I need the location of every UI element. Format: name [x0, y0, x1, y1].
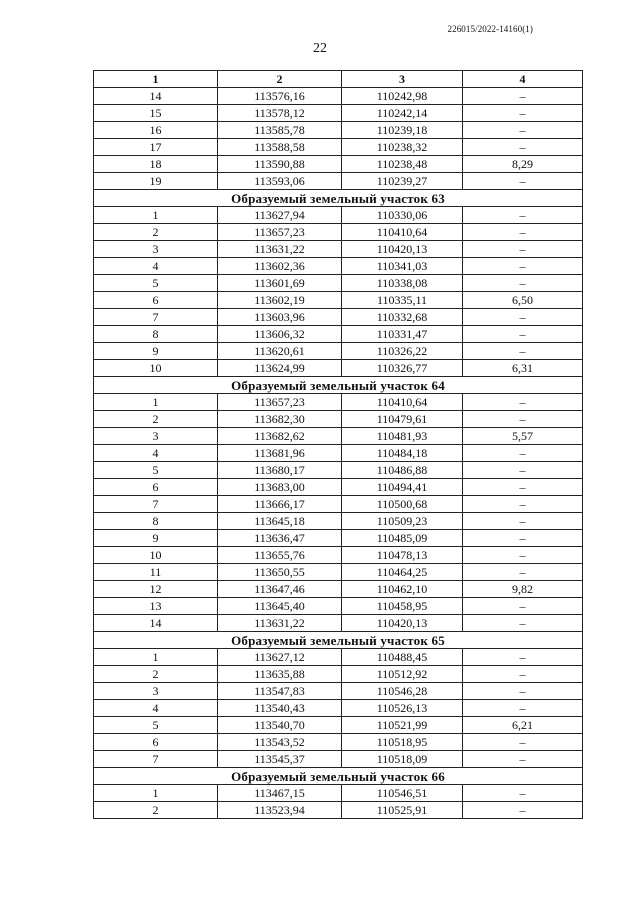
table-row	[94, 122, 583, 139]
x-coordinate-cell: 113682,30	[218, 411, 342, 428]
table-row	[94, 326, 583, 343]
x-coordinate-cell: 113606,32	[218, 326, 342, 343]
table-row	[94, 666, 583, 683]
table-row	[94, 462, 583, 479]
x-coordinate-cell: 113624,99	[218, 360, 342, 377]
parcel-section-heading-row	[94, 190, 583, 207]
y-coordinate-cell: 110518,09	[342, 751, 463, 768]
radius-cell: –	[463, 683, 583, 700]
point-number-cell: 17	[94, 139, 218, 156]
y-coordinate-cell: 110484,18	[342, 445, 463, 462]
radius-cell: –	[463, 649, 583, 666]
radius-cell: –	[463, 224, 583, 241]
table-row	[94, 241, 583, 258]
y-coordinate-cell: 110238,48	[342, 156, 463, 173]
point-number-cell: 2	[94, 411, 218, 428]
radius-cell: –	[463, 105, 583, 122]
y-coordinate-cell: 110420,13	[342, 241, 463, 258]
x-coordinate-cell: 113631,22	[218, 241, 342, 258]
point-number-cell: 14	[94, 88, 218, 105]
table-row	[94, 717, 583, 734]
y-coordinate-cell: 110481,93	[342, 428, 463, 445]
point-number-cell: 4	[94, 700, 218, 717]
y-coordinate-cell: 110485,09	[342, 530, 463, 547]
table-row	[94, 683, 583, 700]
table-row	[94, 785, 583, 802]
x-coordinate-cell: 113650,55	[218, 564, 342, 581]
y-coordinate-cell: 110326,77	[342, 360, 463, 377]
point-number-cell: 8	[94, 513, 218, 530]
y-coordinate-cell: 110479,61	[342, 411, 463, 428]
table-row	[94, 649, 583, 666]
radius-cell: 8,29	[463, 156, 583, 173]
y-coordinate-cell: 110521,99	[342, 717, 463, 734]
x-coordinate-cell: 113636,47	[218, 530, 342, 547]
radius-cell: –	[463, 547, 583, 564]
point-number-cell: 5	[94, 717, 218, 734]
y-coordinate-cell: 110478,13	[342, 547, 463, 564]
x-coordinate-cell: 113540,70	[218, 717, 342, 734]
column-header: 3	[342, 71, 463, 88]
y-coordinate-cell: 110500,68	[342, 496, 463, 513]
radius-cell: –	[463, 309, 583, 326]
table-row	[94, 224, 583, 241]
radius-cell: –	[463, 564, 583, 581]
x-coordinate-cell: 113645,18	[218, 513, 342, 530]
x-coordinate-cell: 113620,61	[218, 343, 342, 360]
y-coordinate-cell: 110512,92	[342, 666, 463, 683]
x-coordinate-cell: 113647,46	[218, 581, 342, 598]
radius-cell: –	[463, 785, 583, 802]
point-number-cell: 4	[94, 258, 218, 275]
radius-cell: –	[463, 615, 583, 632]
point-number-cell: 13	[94, 598, 218, 615]
radius-cell: –	[463, 445, 583, 462]
radius-cell: –	[463, 462, 583, 479]
table-row	[94, 139, 583, 156]
column-header: 1	[94, 71, 218, 88]
point-number-cell: 9	[94, 530, 218, 547]
table-row	[94, 802, 583, 819]
y-coordinate-cell: 110242,98	[342, 88, 463, 105]
radius-cell: –	[463, 496, 583, 513]
radius-cell: –	[463, 700, 583, 717]
radius-cell: 5,57	[463, 428, 583, 445]
radius-cell: –	[463, 666, 583, 683]
point-number-cell: 10	[94, 547, 218, 564]
y-coordinate-cell: 110525,91	[342, 802, 463, 819]
table-row	[94, 428, 583, 445]
radius-cell: 6,50	[463, 292, 583, 309]
table-row	[94, 275, 583, 292]
point-number-cell: 3	[94, 683, 218, 700]
point-number-cell: 9	[94, 343, 218, 360]
point-number-cell: 10	[94, 360, 218, 377]
y-coordinate-cell: 110410,64	[342, 394, 463, 411]
point-number-cell: 19	[94, 173, 218, 190]
x-coordinate-cell: 113645,40	[218, 598, 342, 615]
x-coordinate-cell: 113545,37	[218, 751, 342, 768]
x-coordinate-cell: 113603,96	[218, 309, 342, 326]
y-coordinate-cell: 110488,45	[342, 649, 463, 666]
x-coordinate-cell: 113588,58	[218, 139, 342, 156]
table-row	[94, 700, 583, 717]
x-coordinate-cell: 113593,06	[218, 173, 342, 190]
y-coordinate-cell: 110326,22	[342, 343, 463, 360]
radius-cell: –	[463, 139, 583, 156]
document-registration-number: 226015/2022-14160(1)	[447, 24, 533, 34]
y-coordinate-cell: 110242,14	[342, 105, 463, 122]
table-row	[94, 496, 583, 513]
table-row	[94, 360, 583, 377]
point-number-cell: 18	[94, 156, 218, 173]
table-row	[94, 156, 583, 173]
radius-cell: 9,82	[463, 581, 583, 598]
x-coordinate-cell: 113680,17	[218, 462, 342, 479]
point-number-cell: 7	[94, 309, 218, 326]
table-row	[94, 530, 583, 547]
parcel-section-heading-row	[94, 768, 583, 785]
table-row	[94, 734, 583, 751]
table-row	[94, 105, 583, 122]
point-number-cell: 2	[94, 224, 218, 241]
x-coordinate-cell: 113627,94	[218, 207, 342, 224]
y-coordinate-cell: 110335,11	[342, 292, 463, 309]
point-number-cell: 1	[94, 207, 218, 224]
y-coordinate-cell: 110518,95	[342, 734, 463, 751]
table-row	[94, 88, 583, 105]
parcel-section-title: Образуемый земельный участок 66	[94, 768, 583, 785]
point-number-cell: 5	[94, 462, 218, 479]
table-row	[94, 173, 583, 190]
radius-cell: –	[463, 275, 583, 292]
point-number-cell: 6	[94, 479, 218, 496]
page-number: 22	[313, 41, 327, 56]
y-coordinate-cell: 110486,88	[342, 462, 463, 479]
y-coordinate-cell: 110458,95	[342, 598, 463, 615]
point-number-cell: 11	[94, 564, 218, 581]
point-number-cell: 6	[94, 292, 218, 309]
table-row	[94, 207, 583, 224]
table-row	[94, 751, 583, 768]
parcel-section-heading-row	[94, 632, 583, 649]
y-coordinate-cell: 110494,41	[342, 479, 463, 496]
radius-cell: –	[463, 479, 583, 496]
point-number-cell: 4	[94, 445, 218, 462]
y-coordinate-cell: 110420,13	[342, 615, 463, 632]
radius-cell: –	[463, 598, 583, 615]
x-coordinate-cell: 113578,12	[218, 105, 342, 122]
point-number-cell: 1	[94, 394, 218, 411]
x-coordinate-cell: 113631,22	[218, 615, 342, 632]
radius-cell: –	[463, 241, 583, 258]
table-row	[94, 309, 583, 326]
radius-cell: –	[463, 258, 583, 275]
point-number-cell: 8	[94, 326, 218, 343]
y-coordinate-cell: 110239,18	[342, 122, 463, 139]
x-coordinate-cell: 113523,94	[218, 802, 342, 819]
table-header	[94, 71, 583, 88]
y-coordinate-cell: 110330,06	[342, 207, 463, 224]
table-row	[94, 615, 583, 632]
radius-cell: –	[463, 207, 583, 224]
point-number-cell: 12	[94, 581, 218, 598]
y-coordinate-cell: 110546,28	[342, 683, 463, 700]
point-number-cell: 3	[94, 241, 218, 258]
header-row	[94, 71, 583, 88]
radius-cell: –	[463, 411, 583, 428]
y-coordinate-cell: 110509,23	[342, 513, 463, 530]
x-coordinate-cell: 113540,43	[218, 700, 342, 717]
table-row	[94, 598, 583, 615]
radius-cell: –	[463, 751, 583, 768]
table-row	[94, 394, 583, 411]
table-row	[94, 479, 583, 496]
point-number-cell: 2	[94, 802, 218, 819]
radius-cell: –	[463, 122, 583, 139]
y-coordinate-cell: 110410,64	[342, 224, 463, 241]
column-header: 2	[218, 71, 342, 88]
radius-cell: –	[463, 394, 583, 411]
point-number-cell: 7	[94, 496, 218, 513]
table-row	[94, 258, 583, 275]
x-coordinate-cell: 113601,69	[218, 275, 342, 292]
y-coordinate-cell: 110338,08	[342, 275, 463, 292]
x-coordinate-cell: 113602,19	[218, 292, 342, 309]
y-coordinate-cell: 110464,25	[342, 564, 463, 581]
table-row	[94, 343, 583, 360]
point-number-cell: 16	[94, 122, 218, 139]
table-row	[94, 292, 583, 309]
x-coordinate-cell: 113576,16	[218, 88, 342, 105]
point-number-cell: 3	[94, 428, 218, 445]
table-row	[94, 445, 583, 462]
x-coordinate-cell: 113590,88	[218, 156, 342, 173]
x-coordinate-cell: 113467,15	[218, 785, 342, 802]
y-coordinate-cell: 110546,51	[342, 785, 463, 802]
radius-cell: –	[463, 326, 583, 343]
radius-cell: –	[463, 513, 583, 530]
parcel-section-heading-row	[94, 377, 583, 394]
column-header: 4	[463, 71, 583, 88]
point-number-cell: 7	[94, 751, 218, 768]
radius-cell: 6,21	[463, 717, 583, 734]
x-coordinate-cell: 113547,83	[218, 683, 342, 700]
y-coordinate-cell: 110238,32	[342, 139, 463, 156]
point-number-cell: 15	[94, 105, 218, 122]
coordinates-table	[93, 70, 583, 819]
parcel-section-title: Образуемый земельный участок 63	[94, 190, 583, 207]
radius-cell: –	[463, 343, 583, 360]
point-number-cell: 2	[94, 666, 218, 683]
point-number-cell: 1	[94, 785, 218, 802]
table-row	[94, 564, 583, 581]
point-number-cell: 1	[94, 649, 218, 666]
x-coordinate-cell: 113655,76	[218, 547, 342, 564]
table-row	[94, 411, 583, 428]
y-coordinate-cell: 110332,68	[342, 309, 463, 326]
y-coordinate-cell: 110239,27	[342, 173, 463, 190]
table-body	[94, 88, 583, 819]
radius-cell: –	[463, 530, 583, 547]
radius-cell: –	[463, 734, 583, 751]
radius-cell: –	[463, 173, 583, 190]
x-coordinate-cell: 113657,23	[218, 394, 342, 411]
x-coordinate-cell: 113681,96	[218, 445, 342, 462]
y-coordinate-cell: 110462,10	[342, 581, 463, 598]
y-coordinate-cell: 110341,03	[342, 258, 463, 275]
table-row	[94, 581, 583, 598]
parcel-section-title: Образуемый земельный участок 65	[94, 632, 583, 649]
x-coordinate-cell: 113666,17	[218, 496, 342, 513]
radius-cell: –	[463, 802, 583, 819]
x-coordinate-cell: 113543,52	[218, 734, 342, 751]
x-coordinate-cell: 113585,78	[218, 122, 342, 139]
x-coordinate-cell: 113682,62	[218, 428, 342, 445]
radius-cell: 6,31	[463, 360, 583, 377]
table-row	[94, 547, 583, 564]
x-coordinate-cell: 113635,88	[218, 666, 342, 683]
point-number-cell: 14	[94, 615, 218, 632]
point-number-cell: 6	[94, 734, 218, 751]
y-coordinate-cell: 110526,13	[342, 700, 463, 717]
radius-cell: –	[463, 88, 583, 105]
y-coordinate-cell: 110331,47	[342, 326, 463, 343]
table-row	[94, 513, 583, 530]
x-coordinate-cell: 113657,23	[218, 224, 342, 241]
parcel-section-title: Образуемый земельный участок 64	[94, 377, 583, 394]
x-coordinate-cell: 113683,00	[218, 479, 342, 496]
point-number-cell: 5	[94, 275, 218, 292]
x-coordinate-cell: 113602,36	[218, 258, 342, 275]
x-coordinate-cell: 113627,12	[218, 649, 342, 666]
